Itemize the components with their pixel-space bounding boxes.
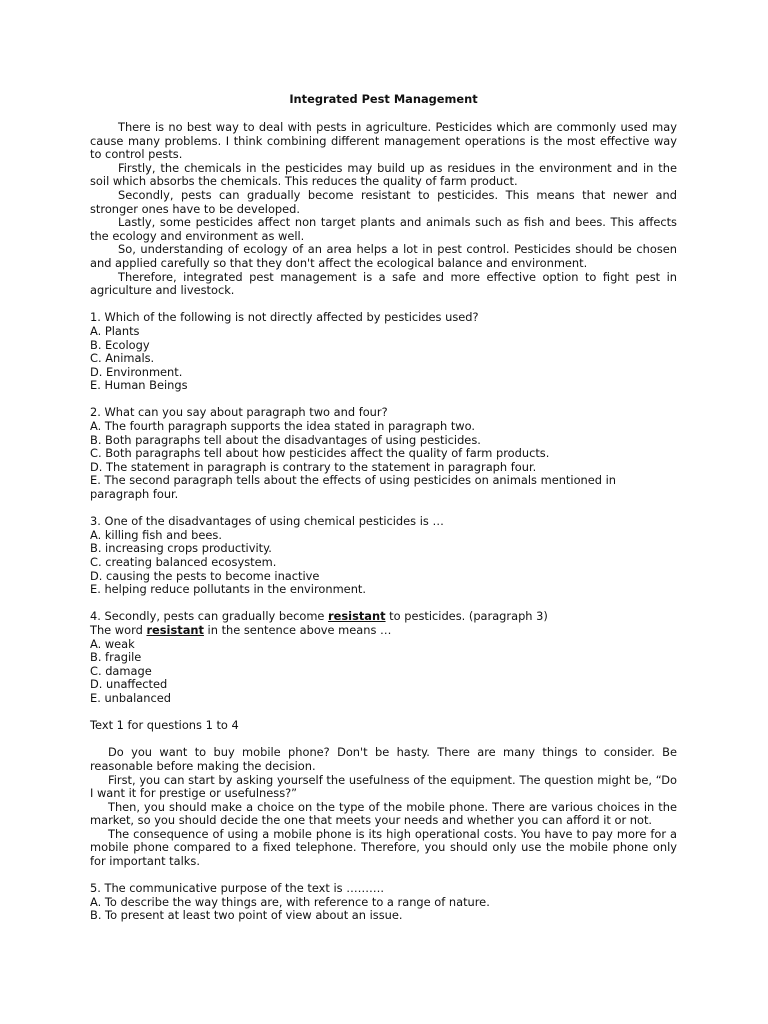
answer-option: C. creating balanced ecosystem. <box>90 555 277 569</box>
question-text: 3. One of the disadvantages of using chemical pesticides is … <box>90 514 444 529</box>
paragraph: So, understanding of ecology of an area helps a lot in pest control. Pesticides should be chosen and applied carefully so that they don't affect the ecological balance and environment. <box>90 242 677 270</box>
answer-option: C. damage <box>90 663 152 678</box>
paragraph: Lastly, some pesticides affect non target plants and animals such as fish and bees. This affects the ecology and environment as well. <box>90 215 677 243</box>
answer-option: D. unaffected <box>90 677 168 692</box>
answer-option: C. Animals. <box>90 351 155 366</box>
answer-option: D. Environment. <box>90 364 183 379</box>
question-text-start: 4. Secondly, pests can gradually become <box>90 609 329 624</box>
question-text: 1. Which of the following is not directly affected by pesticides used? <box>90 310 479 325</box>
question-2 <box>90 406 677 501</box>
answer-option: A. weak <box>90 636 135 651</box>
question-1 <box>90 311 677 393</box>
answer-option: A. Plants <box>90 323 140 338</box>
question-text-end: to pesticides. (paragraph 3) <box>385 609 548 624</box>
paragraph: There is no best way to deal with pests in agriculture. Pesticides which are commonly used may cause many problems. I think combining different management operations is the most effective way to control pests. <box>90 120 677 162</box>
answer-option: A. To describe the way things are, with reference to a range of nature. <box>90 894 490 909</box>
question-5 <box>90 882 677 923</box>
question-3 <box>90 515 677 597</box>
question-text-start: The word <box>90 622 147 637</box>
answer-option: E. unbalanced <box>90 690 171 705</box>
document-page <box>90 92 677 923</box>
paragraph: Firstly, the chemicals in the pesticides may build up as residues in the environment and in the soil which absorbs the chemicals. This reduces the quality of farm product. <box>90 160 677 189</box>
question-text-end: in the sentence above means … <box>203 622 392 637</box>
question-text: 2. What can you say about paragraph two and four? <box>90 405 388 420</box>
answer-option: B. Ecology <box>90 337 150 352</box>
answer-option: B. fragile <box>90 650 142 665</box>
answer-option: C. Both paragraphs tell about how pesticides affect the quality of farm products. <box>90 446 550 461</box>
answer-option: B. increasing crops productivity. <box>90 541 272 556</box>
question-text: 5. The communicative purpose of the text is ………. <box>90 881 384 896</box>
question-text <box>90 610 677 624</box>
question-text <box>90 624 677 638</box>
keyword-highlight: resistant <box>328 609 386 624</box>
paragraph: Secondly, pests can gradually become resistant to pesticides. This means that newer and stronger ones have to be developed. <box>90 187 677 216</box>
answer-option: B. Both paragraphs tell about the disadvantages of using pesticides. <box>90 432 481 447</box>
answer-option: D. causing the pests to become inactive <box>90 568 320 583</box>
answer-option: A. killing fish and bees. <box>90 527 222 542</box>
keyword-highlight: resistant <box>146 622 204 637</box>
paragraph: First, you can start by asking yourself the usefulness of the equipment. The question might be, “Do I want it for prestige or usefulness?” <box>90 772 677 801</box>
answer-option: E. helping reduce pollutants in the environment. <box>90 582 366 597</box>
paragraph: Do you want to buy mobile phone? Don't be hasty. There are many things to consider. Be reasonable before making the decision. <box>90 745 677 773</box>
paragraph: The consequence of using a mobile phone is its high operational costs. You have to pay more for a mobile phone compared to a fixed telephone. Therefore, you should only use the mobile phone only for important talks. <box>90 826 677 869</box>
passage-mobile-phone <box>90 746 677 868</box>
page-title: Integrated Pest Management <box>289 92 478 106</box>
answer-option: B. To present at least two point of view about an issue. <box>90 908 403 923</box>
passage-pest-management <box>90 121 677 298</box>
paragraph: Therefore, integrated pest management is a safe and more effective option to fight pest in agriculture and livestock. <box>90 269 677 298</box>
question-4 <box>90 610 677 705</box>
paragraph: Then, you should make a choice on the type of the mobile phone. There are various choices in the market, so you should decide the one that meets your needs and whether you can afford it or not. <box>90 799 677 828</box>
answer-option: A. The fourth paragraph supports the idea stated in paragraph two. <box>90 419 475 434</box>
answer-option: E. The second paragraph tells about the effects of using pesticides on animals mentioned in paragraph four. <box>90 473 616 502</box>
answer-option: E. Human Beings <box>90 378 188 393</box>
answer-option: D. The statement in paragraph is contrary to the statement in paragraph four. <box>90 459 537 474</box>
section-heading: Text 1 for questions 1 to 4 <box>90 718 239 733</box>
